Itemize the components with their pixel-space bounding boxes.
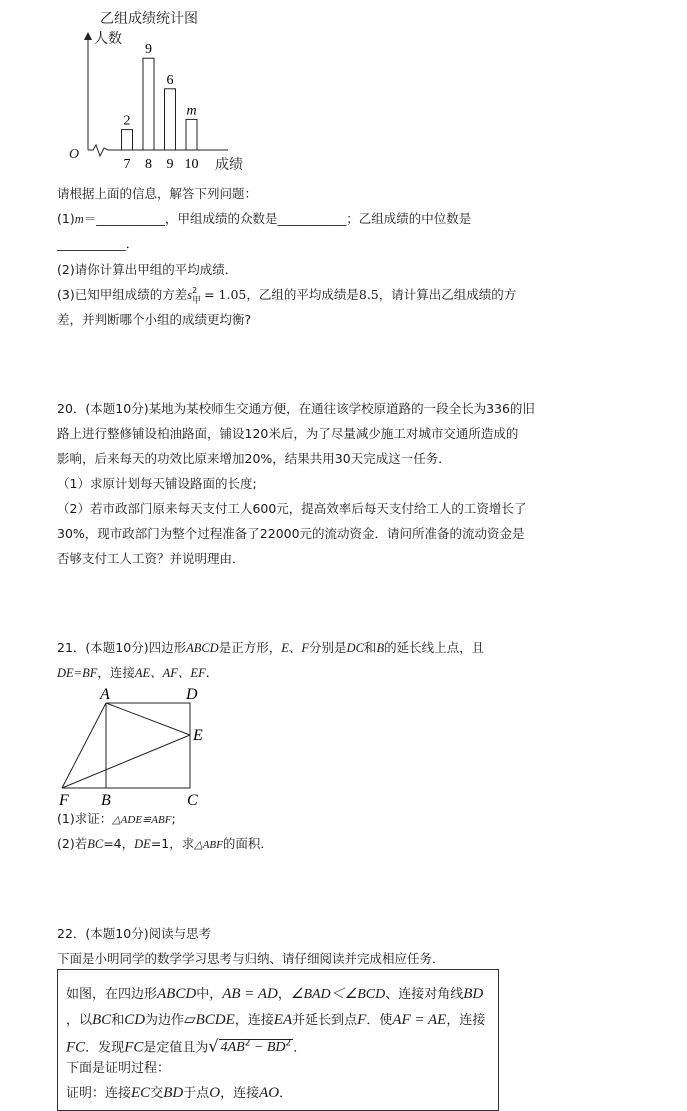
q21-part1-a: (1)求证： <box>57 811 113 826</box>
q22-box-l2-n: ，连接 <box>446 1013 486 1028</box>
q21-f: F <box>301 641 310 655</box>
q22-box-l3-d: 是定值且为 <box>143 1040 209 1056</box>
chart-title: 乙组成绩统计图 <box>100 12 198 27</box>
bar-8 <box>143 58 154 150</box>
q21-bc: BC <box>87 837 104 851</box>
label-d: D <box>186 686 198 703</box>
q22-sup2: 2 <box>285 1039 292 1049</box>
q22-fc-2: FC <box>124 1039 144 1056</box>
q22-box-l2-a: ，以 <box>66 1013 93 1028</box>
q19-part1-text: ＝___________，甲组成绩的众数是___________；乙组成绩的中位数是 <box>83 211 472 226</box>
bar-10 <box>186 119 197 150</box>
q19-part1-num: (1) <box>57 211 75 226</box>
q22-angle-ineq: ∠BAD＜∠BCD <box>290 987 386 1002</box>
q22-box-l5-a: 证明：连接 <box>66 1086 132 1101</box>
q21-line1-a: 21．(本题10分)四边形 <box>57 640 187 655</box>
q21-e: E <box>281 641 289 655</box>
q22-box-l5-e: 于点 <box>183 1086 210 1101</box>
q21-line2-d: ． <box>205 665 219 680</box>
q21-de: DE <box>134 837 151 851</box>
bar-chart <box>60 6 320 186</box>
q22-box-l3-i: ． <box>293 1040 307 1056</box>
q20-line7: 否够支付工人工资？并说明理由． <box>57 551 245 566</box>
q21-b: B <box>376 641 385 655</box>
q19-part3-text-a: (3)已知甲组成绩的方差 <box>57 287 188 302</box>
q22-ec: EC <box>131 1085 151 1101</box>
q22-bd: BD <box>463 986 484 1002</box>
label-a: A <box>100 686 110 703</box>
q21-dc: DC <box>346 641 364 655</box>
q22-box-l2-c: 和 <box>111 1013 125 1028</box>
q22-ea: EA <box>273 1012 293 1028</box>
q21-abcd: ABCD <box>186 641 219 655</box>
x-tick-label: 7 <box>123 157 131 172</box>
q20-line6: 30%，现市政部门为整个过程准备了22000元的流动资金．请问所准备的流动资金是 <box>57 526 525 541</box>
q22-box-l2-j: 并延长到点 <box>292 1013 358 1028</box>
q19-part1-cont: ___________． <box>57 236 139 251</box>
q21-part2-c: =4， <box>103 836 135 851</box>
q21-line1-end: 的延长线上点，且 <box>384 640 485 655</box>
q22-box-line1 <box>66 986 483 1003</box>
q21-part2 <box>57 836 273 853</box>
q22-box-line2 <box>66 1011 485 1029</box>
origin-label: O <box>69 147 80 162</box>
bar-value-label: 9 <box>145 42 152 58</box>
x-tick-label: 8 <box>145 157 152 172</box>
q22-line1: 22．(本题10分)阅读与思考 <box>57 926 212 941</box>
q19-m-var: m <box>74 212 84 226</box>
q22-box-l2-e: 为边作 <box>145 1013 185 1028</box>
q22-sup1: 2 <box>244 1039 251 1049</box>
sqrt-radicand <box>219 1039 294 1055</box>
q20-line4: （1）求原计划每天铺设路面的长度; <box>57 476 257 491</box>
q22-box-l5-i: ． <box>279 1086 293 1101</box>
q21-line1-c: 、 <box>288 640 302 655</box>
q21-line1-d: 分别是 <box>309 640 347 655</box>
bar-value-label: m <box>186 103 197 119</box>
q22-af-ae: AF = AE <box>392 1012 447 1028</box>
q19-variance-symbol: s <box>187 288 193 302</box>
q21-part1-congruence: △ADE≌ABF <box>112 814 172 826</box>
x-axis-label: 成绩 <box>215 158 243 173</box>
q19-part3 <box>57 286 517 306</box>
q22-o: O <box>209 1085 221 1101</box>
q22-box-l5-c: 交 <box>150 1086 164 1101</box>
q19-part3-text-b: = 1.05，乙组的平均成绩是8.5，请计算出乙组成绩的方 <box>204 287 517 302</box>
q22-box-line3 <box>66 1036 306 1056</box>
q21-line1-b: 是正方形， <box>218 640 282 655</box>
q22-box-l1-g: 、连接对角线 <box>385 987 464 1002</box>
y-axis-label: 人数 <box>94 32 122 47</box>
q19-intro: 请根据上面的信息，解答下列问题： <box>57 186 258 201</box>
q21-triangle-abf: △ABF <box>194 839 223 851</box>
q21-part2-e: =1，求 <box>150 836 195 851</box>
q22-bd-2: BD <box>163 1085 184 1101</box>
q21-line2-b: ，连接 <box>97 665 135 680</box>
segment-af <box>62 703 106 788</box>
q21-part2-a: (2)若 <box>57 836 88 851</box>
label-c: C <box>187 792 198 809</box>
sqrt-icon: √ <box>208 1036 219 1056</box>
q21-line2 <box>57 665 218 681</box>
q22-ab-ad: AB = AD <box>222 986 278 1002</box>
q22-bc: BC <box>92 1012 112 1028</box>
q22-box-l3-b: ．发现 <box>85 1040 125 1056</box>
q22-line2: 下面是小明同学的数学学习思考与归纳、请仔细阅读并完成相应任务． <box>57 951 445 966</box>
q19-variance-sup: 2 <box>192 286 198 295</box>
q20-line5: （2）若市政部门原来每天支付工人600元，提高效率后每天支付给工人的工资增长了 <box>57 501 527 516</box>
x-tick-label: 10 <box>184 157 199 172</box>
q21-part2-g: 的面积． <box>222 836 273 851</box>
bar-9 <box>165 89 176 150</box>
square-outline <box>106 703 190 788</box>
segment-ae <box>106 703 190 735</box>
q19-variance-sub: 甲 <box>192 296 202 306</box>
label-b: B <box>101 792 111 809</box>
q22-box-l1-a: 如图，在四边形 <box>66 987 158 1002</box>
q22-cd: CD <box>124 1012 146 1028</box>
q21-and: 和 <box>363 640 377 655</box>
q19-part1 <box>57 211 471 227</box>
label-e: E <box>193 727 203 744</box>
bar-value-label: 6 <box>166 72 174 88</box>
label-f: F <box>59 792 69 809</box>
q22-box-line5 <box>66 1085 292 1102</box>
q21-part1 <box>57 811 176 828</box>
q21-segments: AE、AF、EF <box>134 666 206 680</box>
q22-box-l1-e: ， <box>277 987 291 1002</box>
square-figure <box>52 684 222 809</box>
bar-value-label: 2 <box>123 113 131 129</box>
q22-4ab: 4AB <box>220 1040 245 1056</box>
q22-f: F <box>357 1012 367 1028</box>
q20-line3: 影响，后来每天的功效比原来增加20%，结果共用30天完成这一任务． <box>57 451 451 466</box>
q22-box-l2-h: ，连接 <box>234 1013 274 1028</box>
q22-ao: AO <box>259 1085 280 1101</box>
q19-part2: (2)请你计算出甲组的平均成绩． <box>57 262 238 277</box>
q22-box-line4: 下面是证明过程： <box>66 1061 171 1076</box>
q20-line1: 20．(本题10分)某地为某校师生交通方便，在通往该学校原道路的一段全长为336的旧 <box>57 401 535 416</box>
parallelogram-icon: ▱ <box>184 1010 196 1028</box>
q21-de-bf: DE=BF <box>57 666 98 680</box>
q21-part1-c: ; <box>171 811 176 826</box>
q22-box-l2-l: ．使 <box>366 1013 393 1028</box>
q20-line2: 路上进行整修铺设柏油路面，铺设120米后，为了尽量减少施工对城市交通所造成的 <box>57 426 519 441</box>
q19-part3-cont: 差，并判断哪个小组的成绩更均衡? <box>57 312 252 327</box>
q22-box-l1-c: 中， <box>196 987 223 1002</box>
segment-fe <box>62 735 190 788</box>
x-axis <box>88 145 228 156</box>
q22-box-l5-g: ，连接 <box>220 1086 260 1101</box>
q22-abcd: ABCD <box>157 986 197 1002</box>
x-tick-label: 9 <box>166 157 174 172</box>
q21-line1 <box>57 640 484 656</box>
q22-bcde: BCDE <box>195 1012 235 1028</box>
q22-bd-sq: − BD <box>250 1040 286 1056</box>
bar-7 <box>122 130 133 150</box>
q22-fc: FC <box>66 1039 86 1056</box>
